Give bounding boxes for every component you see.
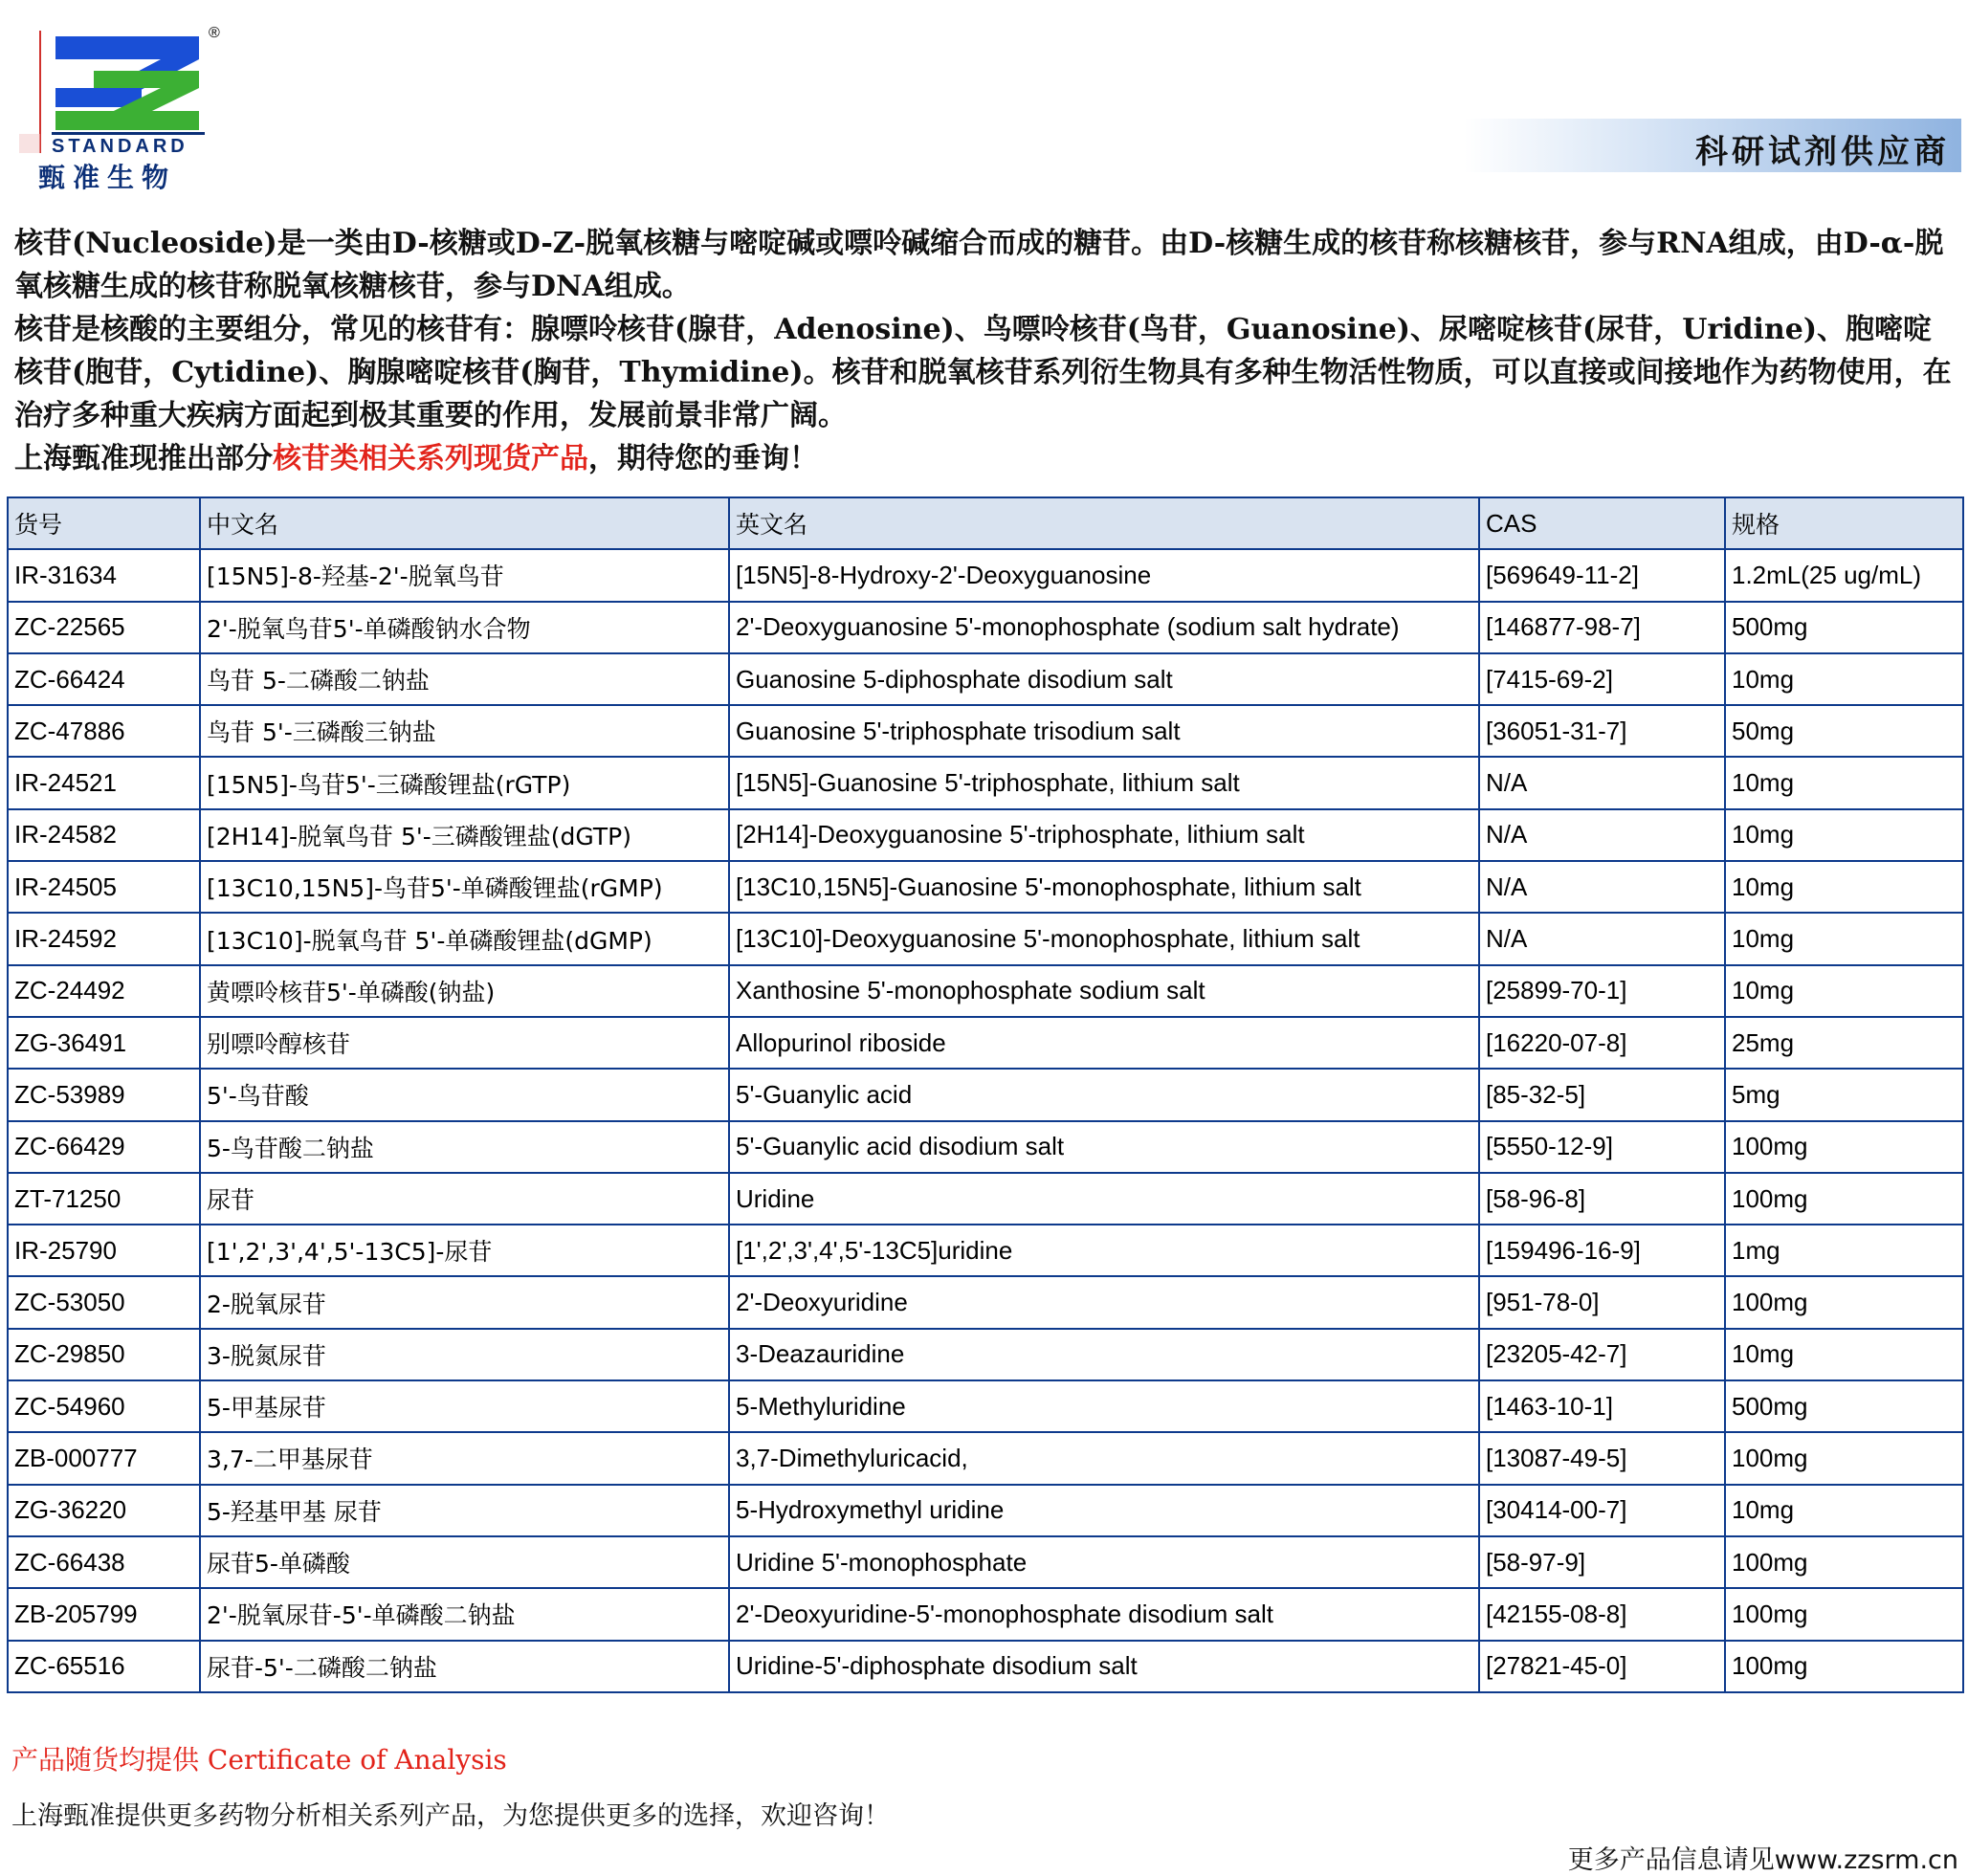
cell-cas: [58-97-9] (1479, 1536, 1725, 1588)
table-row (8, 1485, 1963, 1536)
cell-cn-name: 5-羟基甲基 尿苷 (200, 1485, 729, 1536)
table-row (8, 602, 1963, 653)
header-cas: CAS (1479, 497, 1725, 549)
cell-en-name: [15N5]-Guanosine 5'-triphosphate, lithium salt (729, 757, 1479, 808)
table-row (8, 653, 1963, 705)
cell-spec: 500mg (1725, 602, 1963, 653)
cell-item-no: ZG-36220 (8, 1485, 200, 1536)
cell-en-name: Guanosine 5'-triphosphate trisodium salt (729, 705, 1479, 757)
table-row (8, 1017, 1963, 1069)
cell-en-name: 2'-Deoxyguanosine 5'-monophosphate (sodium salt hydrate) (729, 602, 1479, 653)
cell-en-name: [13C10,15N5]-Guanosine 5'-monophosphate, lithium salt (729, 861, 1479, 913)
table-row (8, 1329, 1963, 1380)
cell-item-no: ZC-22565 (8, 602, 200, 653)
cell-en-name: 5'-Guanylic acid (729, 1069, 1479, 1120)
cell-en-name: Uridine (729, 1173, 1479, 1225)
intro-p3-prefix: 上海甄准现推出部分 (14, 442, 273, 475)
cell-en-name: Xanthosine 5'-monophosphate sodium salt (729, 965, 1479, 1017)
cell-en-name: 5-Hydroxymethyl uridine (729, 1485, 1479, 1536)
cell-cn-name: 尿苷5-单磷酸 (200, 1536, 729, 1588)
cell-cas: [27821-45-0] (1479, 1641, 1725, 1692)
table-row (8, 861, 1963, 913)
cell-item-no: IR-24592 (8, 913, 200, 964)
cell-spec: 25mg (1725, 1017, 1963, 1069)
intro-p3-suffix: ，期待您的垂询！ (588, 442, 818, 475)
cell-en-name: 3-Deazauridine (729, 1329, 1479, 1380)
cell-en-name: Uridine 5'-monophosphate (729, 1536, 1479, 1588)
cell-spec: 100mg (1725, 1641, 1963, 1692)
cell-cas: [1463-10-1] (1479, 1380, 1725, 1432)
cell-spec: 10mg (1725, 1485, 1963, 1536)
cell-item-no: ZC-54960 (8, 1380, 200, 1432)
header-item-no: 货号 (8, 497, 200, 549)
table-row (8, 1380, 1963, 1432)
cell-en-name: [13C10]-Deoxyguanosine 5'-monophosphate, lithium salt (729, 913, 1479, 964)
cell-cn-name: [13C10]-脱氧鸟苷 5'-单磷酸锂盐(dGMP) (200, 913, 729, 964)
cell-spec: 100mg (1725, 1536, 1963, 1588)
cell-spec: 10mg (1725, 757, 1963, 808)
header-en-name: 英文名 (729, 497, 1479, 549)
cell-spec: 10mg (1725, 653, 1963, 705)
cell-spec: 100mg (1725, 1173, 1963, 1225)
cell-item-no: ZC-65516 (8, 1641, 200, 1692)
cell-spec: 10mg (1725, 1329, 1963, 1380)
cell-cn-name: [15N5]-鸟苷5'-三磷酸锂盐(rGTP) (200, 757, 729, 808)
cell-cn-name: 别嘌呤醇核苷 (200, 1017, 729, 1069)
cell-item-no: IR-24521 (8, 757, 200, 808)
cell-en-name: Uridine-5'-diphosphate disodium salt (729, 1641, 1479, 1692)
cell-cn-name: 鸟苷 5'-三磷酸三钠盐 (200, 705, 729, 757)
cell-en-name: [1',2',3',4',5'-13C5]uridine (729, 1225, 1479, 1276)
coa-note: 产品随货均提供 Certificate of Analysis (11, 1744, 507, 1776)
cell-cas: [25899-70-1] (1479, 965, 1725, 1017)
cell-item-no: ZC-47886 (8, 705, 200, 757)
cell-item-no: ZC-53050 (8, 1276, 200, 1328)
cell-cn-name: 3-脱氮尿苷 (200, 1329, 729, 1380)
cell-spec: 5mg (1725, 1069, 1963, 1120)
table-row (8, 1225, 1963, 1276)
cell-spec: 10mg (1725, 913, 1963, 964)
cell-spec: 500mg (1725, 1380, 1963, 1432)
cell-spec: 10mg (1725, 965, 1963, 1017)
cell-cas: [159496-16-9] (1479, 1225, 1725, 1276)
banner-title: 科研试剂供应商 (1695, 133, 1950, 171)
intro-p3-highlight: 核苷类相关系列现货产品 (273, 442, 588, 475)
cell-en-name: Guanosine 5-diphosphate disodium salt (729, 653, 1479, 705)
cell-item-no: ZC-66429 (8, 1121, 200, 1173)
cell-cas: [30414-00-7] (1479, 1485, 1725, 1536)
cell-item-no: ZB-205799 (8, 1588, 200, 1640)
cell-cn-name: 尿苷 (200, 1173, 729, 1225)
cell-cas: [5550-12-9] (1479, 1121, 1725, 1173)
intro-paragraph-1: 核苷(Nucleoside)是一类由D-核糖或D-Z-脱氧核糖与嘧啶碱或嘌呤碱缩合而成的糖苷。由D-核糖生成的核苷称核糖核苷，参与RNA组成，由D-α-脱氧核糖生成的核苷称脱氧核糖核苷，参与DNA组成。 (14, 227, 1944, 303)
cell-cas: [85-32-5] (1479, 1069, 1725, 1120)
cell-spec: 100mg (1725, 1276, 1963, 1328)
cell-spec: 50mg (1725, 705, 1963, 757)
table-row (8, 1536, 1963, 1588)
cell-item-no: IR-31634 (8, 549, 200, 601)
cell-cas: [951-78-0] (1479, 1276, 1725, 1328)
table-row (8, 913, 1963, 964)
cell-cas: [58-96-8] (1479, 1173, 1725, 1225)
cell-cn-name: 2-脱氧尿苷 (200, 1276, 729, 1328)
cell-spec: 100mg (1725, 1432, 1963, 1484)
cell-en-name: 2'-Deoxyuridine (729, 1276, 1479, 1328)
intro-paragraph-2: 核苷是核酸的主要组分，常见的核苷有：腺嘌呤核苷(腺苷，Adenosine)、鸟嘌呤核苷(鸟苷，Guanosine)、尿嘧啶核苷(尿苷，Uridine)、胞嘧啶核苷(胞苷，Cytidine)、胸腺嘧啶核苷(胸苷，Thymidine)。核苷和脱氧核苷系列衍生物具有多种生物活性物质，可以直接或间接地作为药物使用，在治疗多种重大疾病方面起到极其重要的作用，发展前景非常广阔。 (14, 313, 1952, 432)
intro-paragraph-3 (14, 437, 1957, 480)
supplier-banner (1464, 119, 1961, 172)
cell-cn-name: 5-甲基尿苷 (200, 1380, 729, 1432)
table-row (8, 549, 1963, 601)
cell-cn-name: 鸟苷 5-二磷酸二钠盐 (200, 653, 729, 705)
cell-cn-name: [2H14]-脱氧鸟苷 5'-三磷酸锂盐(dGTP) (200, 809, 729, 861)
cell-cas: [13087-49-5] (1479, 1432, 1725, 1484)
cell-en-name: Allopurinol riboside (729, 1017, 1479, 1069)
cell-cas: [36051-31-7] (1479, 705, 1725, 757)
cell-item-no: ZB-000777 (8, 1432, 200, 1484)
cell-en-name: [2H14]-Deoxyguanosine 5'-triphosphate, lithium salt (729, 809, 1479, 861)
cell-spec: 10mg (1725, 861, 1963, 913)
cell-cn-name: 5-鸟苷酸二钠盐 (200, 1121, 729, 1173)
cell-item-no: IR-24505 (8, 861, 200, 913)
table-row (8, 757, 1963, 808)
cell-spec: 10mg (1725, 809, 1963, 861)
cell-item-no: IR-25790 (8, 1225, 200, 1276)
cell-en-name: 2'-Deoxyuridine-5'-monophosphate disodium salt (729, 1588, 1479, 1640)
cell-cn-name: [1',2',3',4',5'-13C5]-尿苷 (200, 1225, 729, 1276)
cell-cas: [23205-42-7] (1479, 1329, 1725, 1380)
cell-item-no: ZT-71250 (8, 1173, 200, 1225)
cell-cas: [42155-08-8] (1479, 1588, 1725, 1640)
cell-cn-name: 2'-脱氧鸟苷5'-单磷酸钠水合物 (200, 602, 729, 653)
product-table (7, 497, 1964, 1693)
cell-spec: 100mg (1725, 1121, 1963, 1173)
cell-cas: N/A (1479, 757, 1725, 808)
cell-spec: 1.2mL(25 ug/mL) (1725, 549, 1963, 601)
cell-en-name: 5-Methyluridine (729, 1380, 1479, 1432)
cell-cas: N/A (1479, 913, 1725, 964)
cell-cn-name: 5'-鸟苷酸 (200, 1069, 729, 1120)
cell-cas: [146877-98-7] (1479, 602, 1725, 653)
cell-item-no: ZC-53989 (8, 1069, 200, 1120)
website-note: 更多产品信息请见www.zzsrm.cn (1567, 1845, 1958, 1875)
cell-cn-name: [13C10,15N5]-鸟苷5'-单磷酸锂盐(rGMP) (200, 861, 729, 913)
cell-cas: [16220-07-8] (1479, 1017, 1725, 1069)
table-row (8, 705, 1963, 757)
company-logo (17, 23, 223, 195)
table-header-row (8, 497, 1963, 549)
cell-en-name: 5'-Guanylic acid disodium salt (729, 1121, 1479, 1173)
cell-item-no: ZC-66424 (8, 653, 200, 705)
header-cn-name: 中文名 (200, 497, 729, 549)
more-products-note: 上海甄准提供更多药物分析相关系列产品，为您提供更多的选择，欢迎咨询！ (11, 1801, 890, 1831)
cell-item-no: ZC-66438 (8, 1536, 200, 1588)
table-row (8, 1641, 1963, 1692)
header-spec: 规格 (1725, 497, 1963, 549)
table-body (8, 549, 1963, 1692)
cell-cas: [7415-69-2] (1479, 653, 1725, 705)
table-row (8, 1121, 1963, 1173)
cell-cas: [569649-11-2] (1479, 549, 1725, 601)
table-row (8, 1276, 1963, 1328)
logo-text-cn: 甄准生物 (38, 162, 177, 193)
cell-item-no: ZG-36491 (8, 1017, 200, 1069)
cell-cas: N/A (1479, 861, 1725, 913)
cell-cas: N/A (1479, 809, 1725, 861)
cell-en-name: 3,7-Dimethyluricacid, (729, 1432, 1479, 1484)
cell-cn-name: 2'-脱氧尿苷-5'-单磷酸二钠盐 (200, 1588, 729, 1640)
table-row (8, 1588, 1963, 1640)
table-row (8, 809, 1963, 861)
cell-en-name: [15N5]-8-Hydroxy-2'-Deoxyguanosine (729, 549, 1479, 601)
cell-spec: 100mg (1725, 1588, 1963, 1640)
table-row (8, 1173, 1963, 1225)
cell-item-no: ZC-24492 (8, 965, 200, 1017)
cell-cn-name: 3,7-二甲基尿苷 (200, 1432, 729, 1484)
table-row (8, 965, 1963, 1017)
cell-item-no: ZC-29850 (8, 1329, 200, 1380)
table-row (8, 1432, 1963, 1484)
cell-cn-name: [15N5]-8-羟基-2'-脱氧鸟苷 (200, 549, 729, 601)
registered-mark: ® (209, 25, 220, 41)
logo-text-standard: STANDARD (52, 136, 188, 157)
cell-cn-name: 黄嘌呤核苷5'-单磷酸(钠盐) (200, 965, 729, 1017)
intro-section (14, 222, 1957, 480)
cell-cn-name: 尿苷-5'-二磷酸二钠盐 (200, 1641, 729, 1692)
cell-item-no: IR-24582 (8, 809, 200, 861)
table-row (8, 1069, 1963, 1120)
cell-spec: 1mg (1725, 1225, 1963, 1276)
